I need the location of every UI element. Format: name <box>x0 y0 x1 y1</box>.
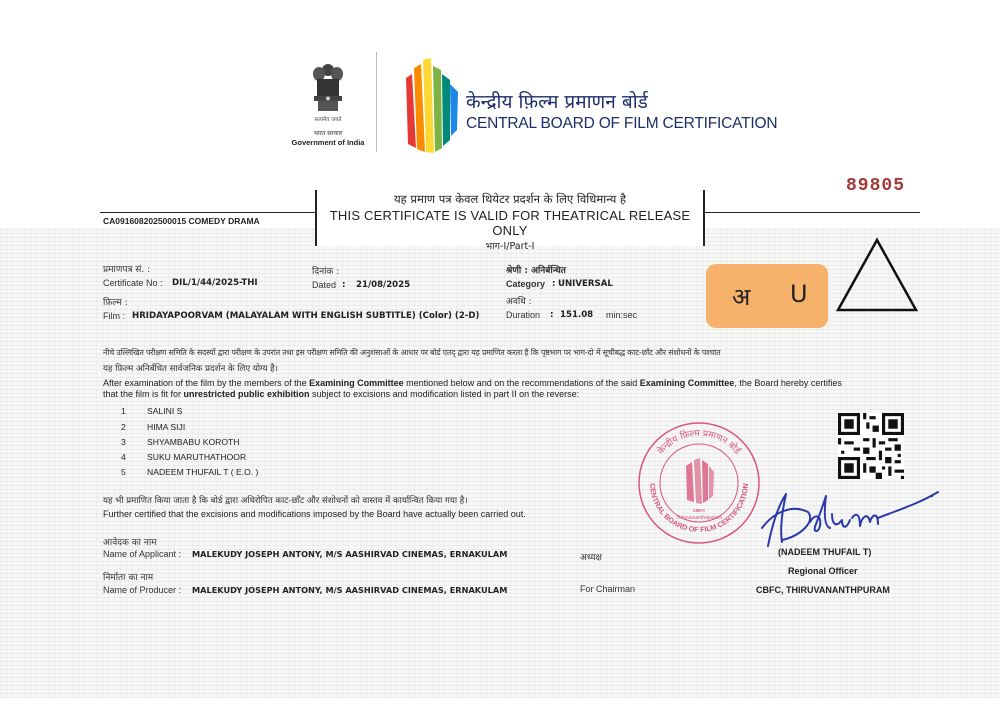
signature-icon <box>752 482 942 552</box>
signatory-title: Regional Officer <box>788 566 858 576</box>
category-hindi: श्रेणी : अनिर्बन्धित <box>506 266 566 276</box>
cert-no-value: DIL/1/44/2025-THI <box>172 278 258 288</box>
seal-city: Thiruvananthapuram <box>675 515 723 521</box>
duration-label: Duration <box>506 310 541 320</box>
statement-hindi-line2: यह फ़िल्म अनिर्बंधित सार्वजनिक प्रदर्शन के लिए योग्य है। <box>103 364 278 374</box>
film-label: Film : <box>103 311 125 321</box>
member-number: 4 <box>121 452 126 462</box>
producer-hindi: निर्माता का नाम <box>103 573 154 583</box>
date-hindi: दिनांक : <box>312 267 340 277</box>
date-label: Dated <box>312 280 337 290</box>
signatory-name: (NADEEM THUFAIL T) <box>778 547 872 557</box>
member-number: 1 <box>121 406 126 416</box>
duration-value: 151.08 <box>560 310 594 320</box>
top-rule-left <box>100 212 315 213</box>
cert-no-hindi: प्रमाणपत्र सं. : <box>103 265 151 275</box>
banner-part: भाग-I/Part-I <box>485 241 535 252</box>
ashoka-emblem-icon <box>308 62 348 114</box>
banner-hindi: यह प्रमाण पत्र केवल थियेटर प्रदर्शन के लिए विधिमान्य है <box>393 192 627 206</box>
member-number: 2 <box>121 422 126 432</box>
qr-code-icon <box>838 413 904 479</box>
date-value: 21/08/2025 <box>356 280 411 290</box>
duration-hindi: अवधि : <box>506 297 532 307</box>
gov-english: Government of India <box>291 138 365 147</box>
stmt-1b: Examining Committee <box>309 378 404 388</box>
stmt-1a: After examination of the film by the members of the <box>103 378 310 388</box>
reference-code: CA091608202500015 COMEDY DRAMA <box>103 216 260 226</box>
statement-hindi-line1: नीचे उल्लिखित परीक्षण समिति के सदस्यों द्वारा परीक्षण के उपरांत तथा इस परीक्षण समिति की अनुशंसाओं के आधार पर बोर्ड एतद् द्वारा यह प्रमाणित करता है कि पृष्ठभाग पर भाग-दो में सूचीबद्ध काट-छाँट और संशोधनों के पश्चात <box>103 348 721 357</box>
serial-number: 89805 <box>846 176 906 196</box>
applicant-label: Name of Applicant : <box>103 549 182 559</box>
member-name: HIMA SIJI <box>147 422 186 432</box>
stmt-1e: , the Board hereby certifies <box>734 378 842 388</box>
member-name: SHYAMBABU KOROTH <box>147 437 240 447</box>
applicant-hindi: आवेदक का नाम <box>103 538 157 548</box>
further-english: Further certified that the excisions and modifications imposed by the Board have actually been carried out. <box>103 509 526 519</box>
member-name: SUKU MARUTHATHOOR <box>147 452 247 462</box>
stmt-2c: subject to excisions and modification listed in part II on the reverse: <box>309 389 580 399</box>
further-hindi: यह भी प्रमाणित किया जाता है कि बोर्ड द्वारा अधिरोपित काट-छाँट और संशोधनों को वास्तव में कार्यान्वित किया गया है। <box>103 496 468 506</box>
seal-text-top: केन्द्रीय फ़िल्म प्रमाणन बोर्ड <box>656 428 742 457</box>
applicant-value: MALEKUDY JOSEPH ANTONY, M/S AASHIRVAD CINEMAS, ERNAKULAM <box>192 549 508 559</box>
board-name-english: CENTRAL BOARD OF FILM CERTIFICATION <box>466 115 778 132</box>
top-rule-right <box>701 212 920 213</box>
triangle-mark-icon <box>834 236 920 316</box>
producer-label: Name of Producer : <box>103 585 182 595</box>
stmt-2b: unrestricted public exhibition <box>183 389 310 399</box>
member-name: SALINI S <box>147 406 183 416</box>
seal-mark: CBFC <box>692 508 706 513</box>
stmt-1c: mentioned below and on the recommendations of the said <box>403 378 640 388</box>
statement-english-line2 <box>103 389 579 399</box>
cbfc-seal-icon <box>636 420 762 546</box>
rating-hindi-letter: अ <box>732 283 751 311</box>
chair-english: For Chairman <box>580 584 636 594</box>
validity-banner <box>315 190 705 252</box>
film-hindi: फ़िल्म : <box>103 298 128 308</box>
rating-badge <box>706 264 828 328</box>
banner-english: THIS CERTIFICATE IS VALID FOR THEATRICAL RELEASE ONLY <box>329 208 691 238</box>
cert-no-label: Certificate No : <box>103 278 163 288</box>
category-value: UNIVERSAL <box>558 279 613 289</box>
emblem-motto: सत्यमेव जयते <box>314 117 342 123</box>
member-name: NADEEM THUFAIL T ( E.O. ) <box>147 467 259 477</box>
stmt-2a: that the film is fit for <box>103 389 184 399</box>
signatory-office: CBFC, THIRUVANANTHPURAM <box>756 585 890 595</box>
statement-english-line1 <box>103 378 842 388</box>
category-label: Category <box>506 279 546 289</box>
member-number: 3 <box>121 437 126 447</box>
cbfc-logo-icon <box>404 56 462 156</box>
board-name-hindi: केन्द्रीय फ़िल्म प्रमाणन बोर्ड <box>466 91 648 113</box>
date-colon: : <box>342 280 346 290</box>
emblem-block <box>290 62 366 152</box>
member-number: 5 <box>121 467 126 477</box>
producer-value: MALEKUDY JOSEPH ANTONY, M/S AASHIRVAD CINEMAS, ERNAKULAM <box>192 585 508 595</box>
category-colon: : <box>552 279 556 289</box>
duration-unit: min:sec <box>606 310 638 320</box>
duration-colon: : <box>550 310 554 320</box>
chair-hindi: अध्यक्ष <box>580 553 602 563</box>
stmt-1d: Examining Committee <box>639 378 735 388</box>
seal-text-bottom: CENTRAL BOARD OF FILM CERTIFICATION <box>647 482 751 535</box>
film-value: HRIDAYAPOORVAM (MALAYALAM WITH ENGLISH SUBTITLE) (Color) (2-D) <box>132 311 480 321</box>
gov-hindi: भारत सरकार <box>313 130 343 137</box>
rating-letter: U <box>790 280 808 308</box>
header-divider <box>376 52 377 152</box>
